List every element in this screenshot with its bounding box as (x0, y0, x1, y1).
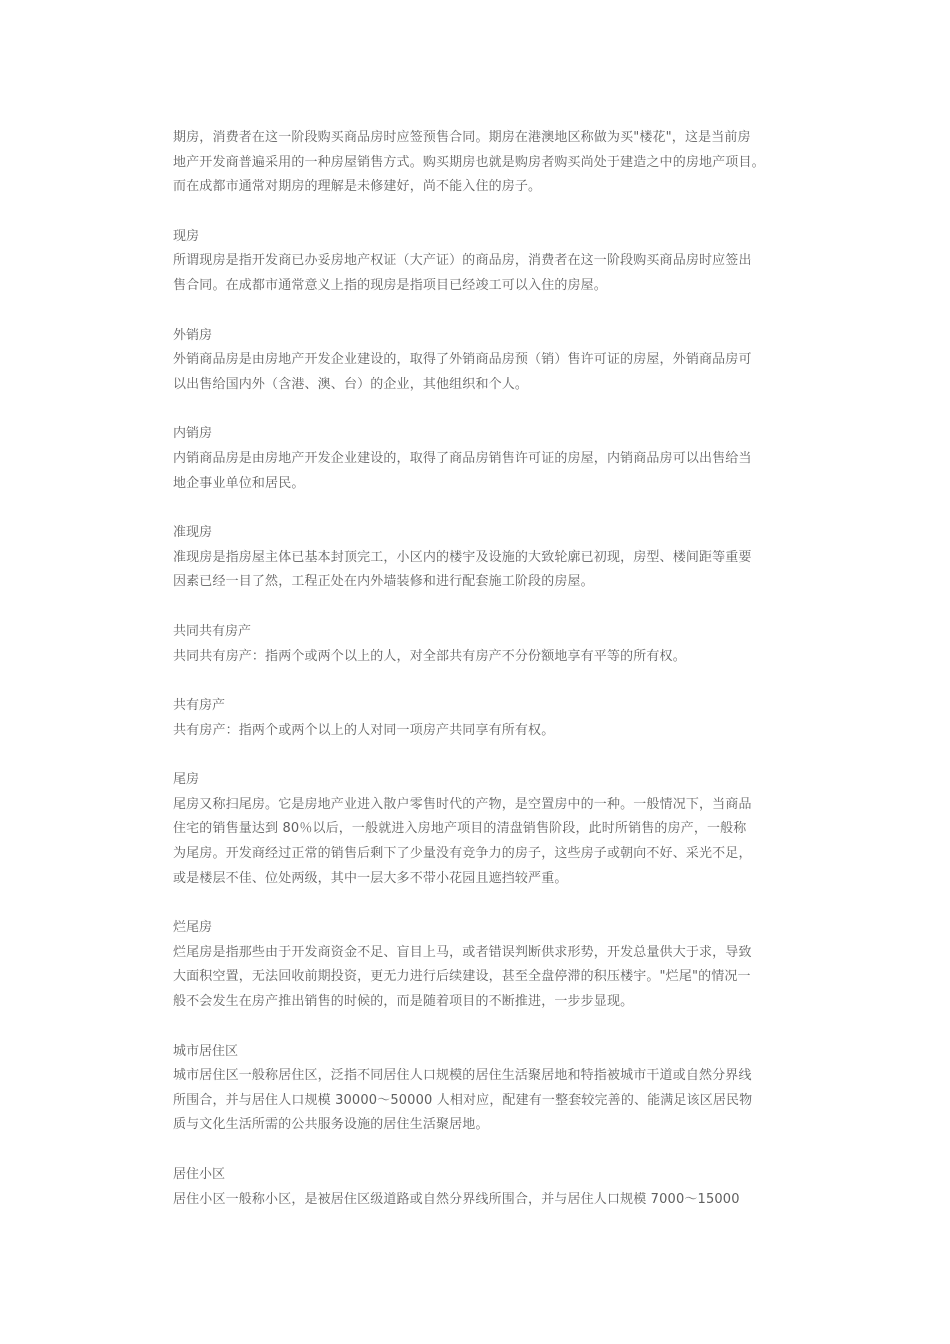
paragraph-line: 共有房产：指两个或两个以上的人对同一项房产共同享有所有权。 (173, 722, 555, 738)
paragraph-line: 地产开发商普遍采用的一种房屋销售方式。购买期房也就是购房者购买尚处于建造之中的房地产项目。 (173, 154, 765, 170)
paragraph-line: 期房，消费者在这一阶段购买商品房时应签预售合同。期房在港澳地区称做为买"楼花"，这是当前房 (173, 130, 751, 145)
paragraph-line: 烂尾房是指那些由于开发商资金不足、盲目上马，或者错误判断供求形势，开发总量供大于求，导致 (173, 944, 752, 960)
paragraph-line: 大面积空置，无法回收前期投资，更无力进行后续建设，甚至全盘停滞的积压楼宇。"烂尾"的情况一 (173, 969, 751, 985)
paragraph-line: 般不会发生在房产推出销售的时候的，而是随着项目的不断推进，一步步显现。 (173, 994, 634, 1010)
section-gongtong-gongyou (173, 620, 823, 669)
paragraph-line: 售合同。在成都市通常意义上指的现房是指项目已经竣工可以入住的房屋。 (173, 277, 607, 293)
paragraph-line: 尾房又称扫尾房。它是房地产业进入散户零售时代的产物，是空置房中的一种。一般情况下，当商品 (173, 796, 752, 812)
paragraph-line: 所围合，并与居住人口规模 30000～50000 人相对应，配建有一整套较完善的、能满足该区居民物 (173, 1092, 753, 1108)
section-lanweifang (173, 916, 823, 1014)
paragraph-line: 所谓现房是指开发商已办妥房地产权证（大产证）的商品房，消费者在这一阶段购买商品房时应签出 (173, 253, 752, 269)
paragraph-line: 外销商品房是由房地产开发企业建设的，取得了外销商品房预（销）售许可证的房屋，外销商品房可 (173, 352, 752, 368)
section-xianfang (173, 225, 823, 299)
section-heading: 尾房 (173, 772, 200, 788)
section-heading: 准现房 (173, 525, 213, 541)
section-heading: 外销房 (173, 327, 213, 343)
section-weifang (173, 768, 823, 891)
section-gongyou (173, 694, 823, 743)
paragraph-line: 内销商品房是由房地产开发企业建设的，取得了商品房销售许可证的房屋，内销商品房可以出售给当 (173, 450, 752, 466)
paragraph-line: 以出售给国内外（含港、澳、台）的企业，其他组织和个人。 (173, 376, 529, 392)
paragraph-line: 为尾房。开发商经过正常的销售后剩下了少量没有竞争力的房子，这些房子或朝向不好、采光不足， (173, 846, 752, 862)
section-heading: 城市居住区 (173, 1043, 239, 1059)
paragraph-line: 地企事业单位和居民。 (173, 475, 305, 491)
paragraph-line: 共同共有房产：指两个或两个以上的人，对全部共有房产不分份额地享有平等的所有权。 (173, 648, 686, 664)
paragraph-line: 而在成都市通常对期房的理解是未修建好，尚不能入住的房子。 (173, 179, 542, 195)
section-heading: 居住小区 (173, 1167, 226, 1182)
paragraph-line: 因素已经一目了然，工程正处在内外墙装修和进行配套施工阶段的房屋。 (173, 574, 594, 590)
section-chengshi-juzhuqu (173, 1040, 823, 1138)
paragraph-line: 居住小区一般称小区，是被居住区级道路或自然分界线所围合，并与居住人口规模 7000～15000 (173, 1191, 740, 1207)
document-page (173, 126, 823, 1212)
section-heading: 共同共有房产 (173, 623, 252, 639)
section-juzhu-xiaoqu (173, 1163, 823, 1212)
section-heading: 内销房 (173, 426, 213, 442)
paragraph-line: 住宅的销售量达到 80％以后，一般就进入房地产项目的清盘销售阶段，此时所销售的房产，一般称 (173, 821, 747, 837)
section-zhunxianfang (173, 521, 823, 595)
section-heading: 现房 (173, 228, 200, 244)
paragraph-line: 或是楼层不佳、位处两级，其中一层大多不带小花园且遮挡较严重。 (173, 870, 568, 886)
section-heading: 共有房产 (173, 698, 226, 714)
section-heading: 烂尾房 (173, 920, 213, 936)
paragraph-line: 质与文化生活所需的公共服务设施的居住生活聚居地。 (173, 1117, 489, 1133)
paragraph-line: 准现房是指房屋主体已基本封顶完工，小区内的楼宇及设施的大致轮廓已初现，房型、楼间距等重要 (173, 549, 752, 565)
section-neixiaofang (173, 422, 823, 496)
intro-paragraph (173, 126, 823, 200)
section-waixiaofang (173, 324, 823, 398)
paragraph-line: 城市居住区一般称居住区，泛指不同居住人口规模的居住生活聚居地和特指被城市干道或自然分界线 (173, 1068, 752, 1084)
